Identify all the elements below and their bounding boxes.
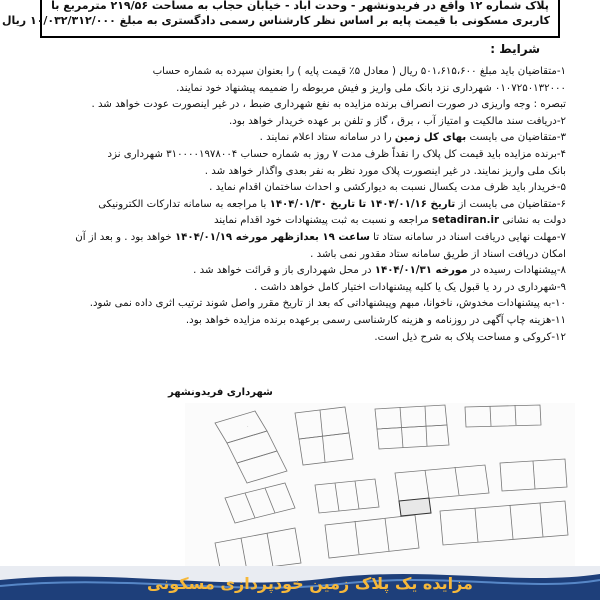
condition-line: ۰۱۰۷۲۵۰۱۳۲۰۰۰ شهرداری نزد بانک ملی واریز و فیش مربوطه را ضمیمه پیشنهاد خود نمایند. [176, 82, 566, 94]
summary-line-2: کاربری مسکونی با قیمت پایه بر اساس نظر کارشناس رسمی دادگستری به مبلغ ۱۰/۰۳۲/۳۱۲/۰۰۰ ریال [1, 14, 550, 27]
cadastral-drawing [185, 403, 575, 573]
condition-line: ۱۲-کروکی و مساحت پلاک به شرح ذیل است. [374, 331, 566, 343]
document-deadline: ساعت ۱۹ بعدازظهر مورخه ۱۴۰۴/۰۱/۱۹ [174, 231, 370, 243]
conditions-list [30, 64, 566, 346]
svg-text:.: . [247, 423, 249, 429]
condition-line: ۴-برنده مزایده باید قیمت کل پلاک را نقداً ظرف مدت ۷ روز به شماره حساب ۳۱۰۰۰۰۱۹۷۸۰۰۴ شهرداری نزد [107, 148, 566, 160]
condition-line: ۹-شهرداری در رد یا قبول یک یا کلیه پیشنهادات اختیار کامل خواهد داشت . [254, 281, 566, 293]
conditions-title: شرایط : [490, 42, 540, 56]
condition-line: ۲-دریافت سند مالکیت و امتیاز آب ، برق ، گاز و تلفن بر عهده خریدار خواهد بود. [229, 115, 566, 127]
condition-line: تبصره : وجه واریزی در صورت انصراف برنده مزایده به نفع شهرداری ضبط ، در غیر اینصورت عودت خواهد شد . [91, 99, 566, 111]
registration-dates: تاریخ ۱۴۰۴/۰۱/۱۶ تا تاریخ ۱۴۰۴/۰۱/۳۰ [269, 198, 456, 210]
land-price-emphasis: بهای کل زمین [394, 132, 467, 144]
summary-line-1: پلاک شماره ۱۲ واقع در فریدونشهر - وحدت آباد - خیابان حجاب به مساحت ۲۱۹/۵۶ مترمربع با [51, 0, 549, 12]
condition-line: ۱۱-هزینه چاپ آگهی در روزنامه و هزینه کارشناسی رسمی برعهده برنده مزایده خواهد بود. [185, 314, 566, 326]
condition-line: ۶-متقاضیان می بایست از تاریخ ۱۴۰۴/۰۱/۱۶ تا تاریخ ۱۴۰۴/۰۱/۳۰ با مراجعه به سامانه تدارکات الکترونیکی [98, 198, 566, 210]
condition-line: ۱۰-به پیشنهادات مخدوش، ناخوانا، مبهم وپیشنهاداتی که بعد از تاریخ مقرر واصل شوند ترتیب اثری داده نمی شود. [89, 298, 566, 310]
footer-banner [0, 566, 600, 600]
condition-line: امکان دریافت اسناد از طریق سامانه ستاد مقدور نمی باشد . [310, 248, 566, 260]
condition-line: بانک ملی واریز نمایند. در غیر اینصورت پلاک مورد نظر به نفر بعدی واگذار خواهد شد . [204, 165, 566, 177]
opening-date: مورخه ۱۴۰۴/۰۱/۳۱ [374, 265, 468, 277]
condition-line: ۱-متقاضیان باید مبلغ ۵۰۱،۶۱۵،۶۰۰ ریال ( معادل ۵٪ قیمت پایه ) را بعنوان سپرده به شماره حساب [152, 66, 566, 77]
setad-website: setadiran.ir [432, 215, 500, 227]
condition-line: ۵-خریدار باید ظرف مدت یکسال نسبت به دیوارکشی و احداث ساختمان اقدام نماید . [209, 182, 566, 194]
condition-line: دولت به نشانی setadiran.ir مراجعه و نسبت به ثبت پیشنهادات خود اقدام نمایند [213, 215, 566, 227]
plot-sketch-map [185, 403, 575, 573]
auction-summary-box [1, 0, 560, 38]
banner-title: مزایده یک پلاک زمین خودپردازی مسکونی [147, 574, 473, 593]
condition-line: ۸-پیشنهادات رسیده در مورخه ۱۴۰۴/۰۱/۳۱ در محل شهرداری باز و قرائت خواهد شد . [193, 265, 566, 277]
condition-line: ۷-مهلت نهایی دریافت اسناد در سامانه ستاد تا ساعت ۱۹ بعدازظهر مورخه ۱۴۰۴/۰۱/۱۹ خواهد بود . و بعد از آن [75, 231, 566, 243]
municipality-signature: شهرداری فریدونشهر [168, 387, 273, 398]
condition-line: ۳-متقاضیان می بایست بهای کل زمین را در سامانه ستاد اعلام نمایند . [259, 132, 566, 144]
